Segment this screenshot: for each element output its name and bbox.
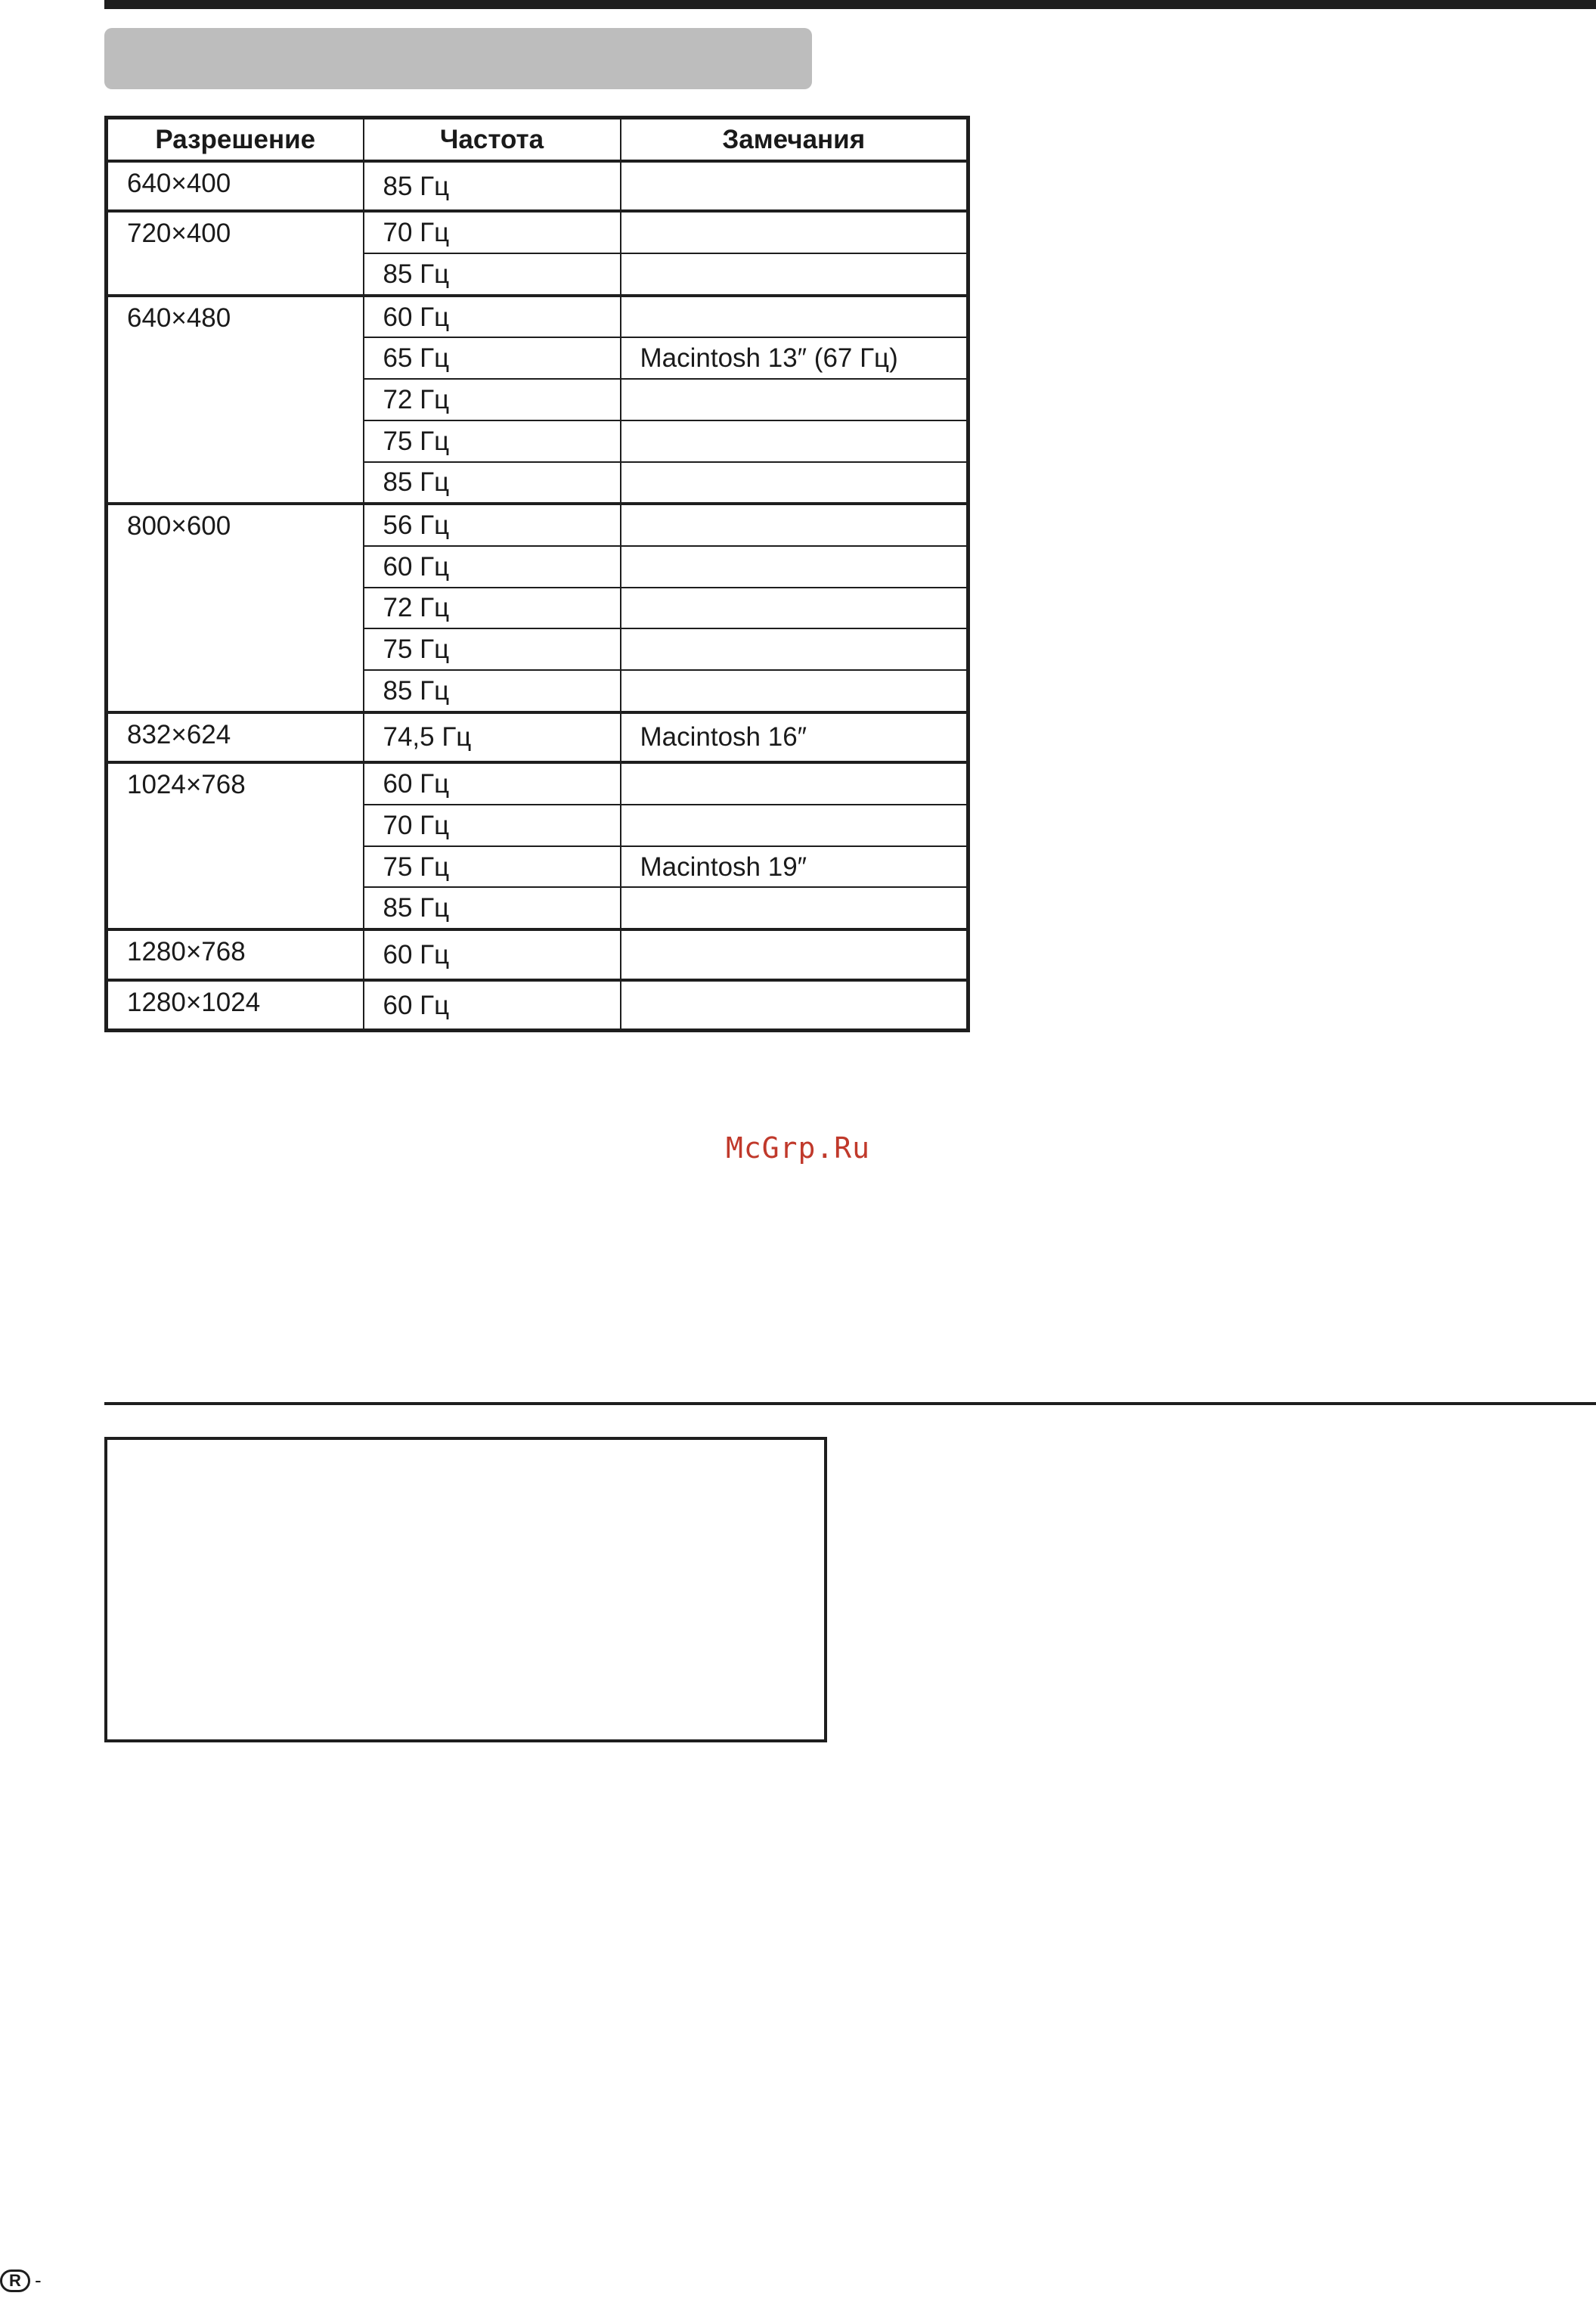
resolution-cell: 800×600 [107, 504, 364, 712]
header-notes: Замечания [621, 118, 968, 161]
frequency-cell: 60 Гц [364, 929, 621, 980]
region-r-icon: R [0, 2270, 30, 2292]
note-cell [621, 296, 968, 338]
frequency-cell: 85 Гц [364, 253, 621, 296]
note-cell [621, 546, 968, 588]
frequency-cell: 65 Гц [364, 337, 621, 379]
table-row [107, 211, 968, 253]
frequency-cell: 60 Гц [364, 980, 621, 1031]
note-cell: Macintosh 13″ (67 Гц) [621, 337, 968, 379]
resolution-cell: 1280×768 [107, 929, 364, 980]
section-heading-bar [104, 28, 812, 89]
note-cell: Macintosh 16″ [621, 712, 968, 763]
note-cell [621, 420, 968, 462]
page-number-marker [0, 2269, 42, 2292]
note-cell [621, 161, 968, 212]
note-cell [621, 211, 968, 253]
watermark-text: McGrp.Ru [726, 1131, 871, 1165]
note-cell [621, 379, 968, 420]
frequency-cell: 75 Гц [364, 420, 621, 462]
table-row [107, 712, 968, 763]
table-body [107, 161, 968, 1031]
resolution-cell: 640×480 [107, 296, 364, 504]
frequency-cell: 75 Гц [364, 628, 621, 670]
frequency-cell: 70 Гц [364, 805, 621, 846]
table-row [107, 929, 968, 980]
frequency-cell: 74,5 Гц [364, 712, 621, 763]
note-box [104, 1437, 827, 1742]
resolution-cell: 1024×768 [107, 762, 364, 929]
frequency-cell: 85 Гц [364, 887, 621, 929]
header-frequency: Частота [364, 118, 621, 161]
note-cell [621, 504, 968, 546]
note-cell [621, 762, 968, 805]
frequency-cell: 70 Гц [364, 211, 621, 253]
resolution-cell: 720×400 [107, 211, 364, 295]
resolution-table [104, 116, 970, 1032]
page-dash: - [35, 2269, 42, 2291]
resolution-cell: 832×624 [107, 712, 364, 763]
note-cell [621, 628, 968, 670]
note-cell: Macintosh 19″ [621, 846, 968, 888]
section-divider [104, 1402, 1596, 1405]
frequency-cell: 72 Гц [364, 379, 621, 420]
frequency-cell: 60 Гц [364, 546, 621, 588]
resolution-cell: 640×400 [107, 161, 364, 212]
frequency-cell: 60 Гц [364, 762, 621, 805]
note-cell [621, 980, 968, 1031]
header-resolution: Разрешение [107, 118, 364, 161]
note-cell [621, 462, 968, 504]
resolution-cell: 1280×1024 [107, 980, 364, 1031]
note-cell [621, 929, 968, 980]
note-cell [621, 253, 968, 296]
note-cell [621, 588, 968, 629]
table-row [107, 980, 968, 1031]
table-row [107, 762, 968, 805]
table-row [107, 504, 968, 546]
table-row [107, 161, 968, 212]
note-cell [621, 805, 968, 846]
frequency-cell: 60 Гц [364, 296, 621, 338]
note-cell [621, 670, 968, 712]
frequency-cell: 85 Гц [364, 670, 621, 712]
frequency-cell: 75 Гц [364, 846, 621, 888]
frequency-cell: 56 Гц [364, 504, 621, 546]
frequency-cell: 72 Гц [364, 588, 621, 629]
table-row [107, 296, 968, 338]
frequency-cell: 85 Гц [364, 161, 621, 212]
top-rule [104, 0, 1596, 9]
frequency-cell: 85 Гц [364, 462, 621, 504]
table-header-row [107, 118, 968, 161]
note-cell [621, 887, 968, 929]
